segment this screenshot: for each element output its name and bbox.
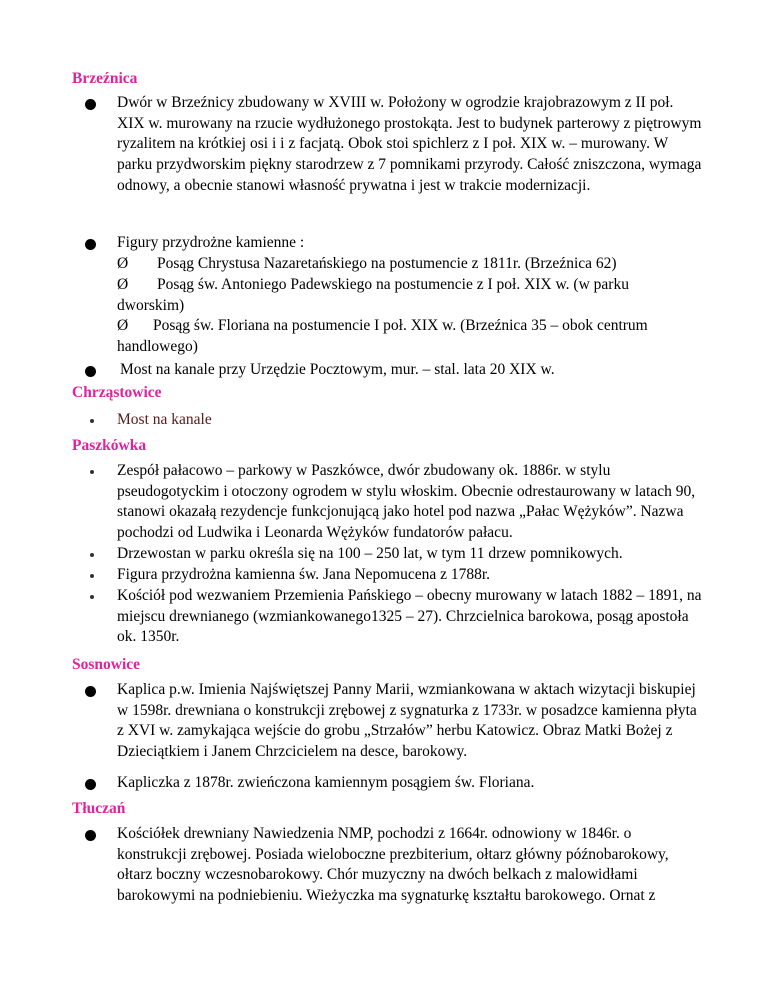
bullet-icon — [90, 574, 94, 578]
bullet-icon — [85, 99, 96, 110]
list-item: Most na kanale przy Urzędzie Pocztowym, mur. – stal. lata 20 XIX w. — [120, 361, 555, 378]
bullet-icon — [90, 553, 94, 557]
bullet-icon — [85, 830, 96, 841]
arrow-marker-icon: Ø — [117, 276, 129, 293]
section-heading-brzeznica: Brzeźnica — [72, 70, 138, 87]
section-heading-paszkowka: Paszkówka — [72, 437, 147, 454]
bullet-icon — [90, 419, 94, 423]
list-item: Kościółek drewniany Nawiedzenia NMP, pochodzi z 1664r. odnowiony w 1846r. o konstrukcji zrębowej. Posiada wieloboczne prezbiterium, ołtarz główny późnobarokowy, ołtarz boczny wczesnobarokowy. Chór muzyczny na dwóch belkach z malowidłami barokowymi na podniebieniu. Wieżyczka ma sygnaturkę kształtu barokowego. Ornat z — [117, 825, 669, 905]
bullet-icon — [85, 779, 96, 790]
bullet-icon — [85, 239, 96, 250]
sub-item: Posąg św. Antoniego Padewskiego na postumencie z I poł. XIX w. (w parku — [157, 276, 629, 293]
bullet-icon — [85, 686, 96, 697]
list-item: Most na kanale — [117, 411, 212, 428]
bullet-icon — [90, 470, 94, 474]
list-item: Dwór w Brzeźnicy zbudowany w XVIII w. Położony w ogrodzie krajobrazowym z II poł. XIX w. murowany na rzucie wydłużonego prostokąta. Jest to budynek parterowy z piętrowym ryzalitem na krótkiej osi i i z facjatą. Obok stoi spichlerz z I poł. XIX w. – murowany. W parku przydworskim piękny starodrzew z 7 pomnikami przyrody. Całość zniszczona, wymaga odnowy, a obecnie stanowi własność prywatna i jest w trakcie modernizacji. — [117, 94, 702, 194]
list-item: Kaplica p.w. Imienia Najświętszej Panny Marii, wzmiankowana w aktach wizytacji biskupiej w 1598r. drewniana o konstrukcji zrębowej z sygnaturka z 1733r. w posadzce kamienna płyta z XVI w. zamykająca wejście do grobu „Strzałów” herbu Katowicz. Obraz Matki Bożej z Dzieciątkiem i Janem Chrzcicielem na desce, barokowy. — [117, 681, 697, 761]
arrow-marker-icon: Ø — [117, 317, 129, 334]
sub-item: Posąg św. Floriana na postumencie I poł. XIX w. (Brzeźnica 35 – obok centrum — [153, 317, 648, 334]
list-item: Figura przydrożna kamienna św. Jana Nepomucena z 1788r. — [117, 566, 491, 583]
sub-item: Posąg Chrystusa Nazaretańskiego na postumencie z 1811r. (Brzeźnica 62) — [157, 255, 617, 272]
sub-item-continuation: dworskim) — [117, 297, 185, 314]
list-item: Kapliczka z 1878r. zwieńczona kamiennym posągiem św. Floriana. — [117, 774, 535, 791]
bullet-icon — [90, 595, 94, 599]
sub-item-continuation: handlowego) — [117, 338, 198, 355]
list-item: Kościół pod wezwaniem Przemienia Pańskiego – obecny murowany w latach 1882 – 1891, na miejscu drewnianego (wzmiankowanego1325 – 27). Chrzcielnica barokowa, posąg apostoła ok. 1350r. — [117, 587, 702, 646]
arrow-marker-icon: Ø — [117, 255, 129, 272]
list-item: Zespół pałacowo – parkowy w Paszkówce, dwór zbudowany ok. 1886r. w stylu pseudogotyckim i otoczony ogrodem w stylu włoskim. Obecnie odrestaurowany w latach 90, stanowi okazałą rezydencje funkcjonującą jako hotel pod nazwa „Pałac Wężyków”. Nazwa pochodzi od Ludwika i Leonarda Wężyków fundatorów pałacu. — [117, 462, 696, 542]
list-item: Figury przydrożne kamienne : — [117, 234, 305, 251]
section-heading-sosnowice: Sosnowice — [72, 656, 141, 673]
section-heading-tluczan: Tłuczań — [72, 800, 126, 817]
section-heading-chrzastowice: Chrząstowice — [72, 384, 162, 401]
list-item: Drzewostan w parku określa się na 100 – 250 lat, w tym 11 drzew pomnikowych. — [117, 545, 623, 562]
bullet-icon — [85, 366, 96, 377]
